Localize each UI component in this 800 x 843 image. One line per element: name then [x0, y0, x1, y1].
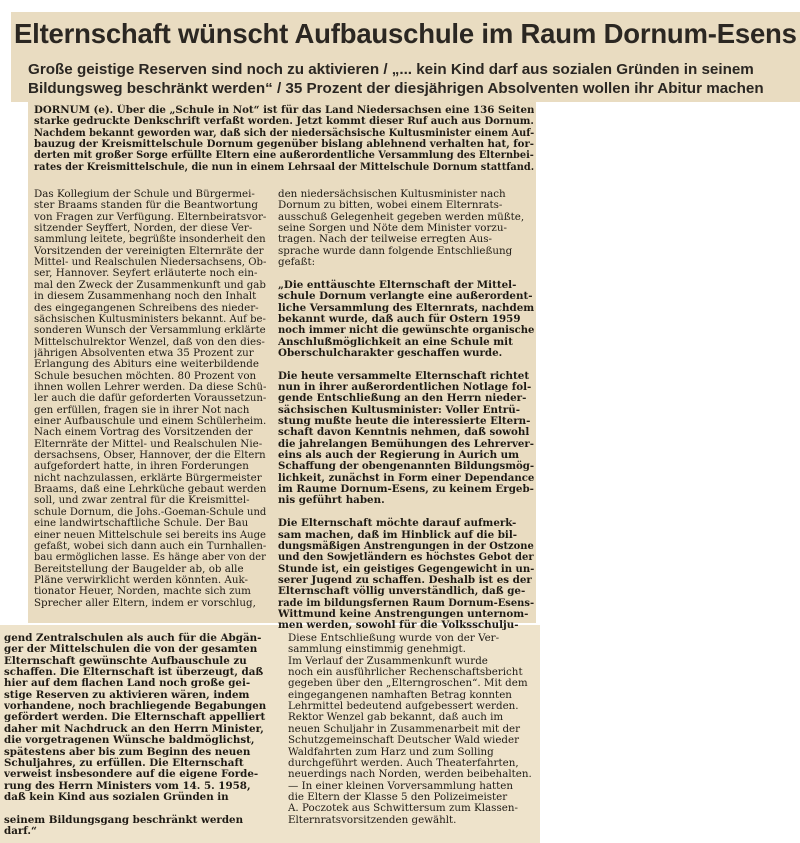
col4-line: Diese Entschließung wurde von der Ver- — [288, 632, 500, 644]
col2-line: Schaffung der obengenannten Bildungsmög- — [278, 460, 534, 473]
col3-line: daher mit Nachdruck an den Herrn Minister, — [4, 722, 264, 735]
col3-line: daß kein Kind aus sozialen Gründen in — [4, 790, 229, 803]
col1-line: einer Aufbauschule und einem Schülerheim. — [34, 415, 266, 427]
col2-line: im Raume Dornum-Esens, zu keinem Ergeb- — [278, 483, 534, 496]
col1-line: aufgefordert hatte, in ihren Forderungen — [34, 460, 249, 473]
col4-line: — In einer kleinen Vorversammlung hatten — [288, 779, 513, 792]
intro-line: starke gedruckte Denkschrift verfaßt worden. Jetzt kommt dieser Ruf auch aus Dornum. — [34, 115, 534, 128]
col2-line: liche Versammlung des Elternrats, nachdem — [278, 301, 534, 314]
col4-line: noch ein ausführlicher Rechenschaftsbericht — [288, 666, 523, 679]
col1-line: Vorsitzenden der vereinigten Elternräte der — [34, 244, 264, 257]
col4-line: A. Poczotek aus Schwittersum zum Klassen- — [288, 802, 518, 815]
subheadline-line-1: Große geistige Reserven sind noch zu aktivieren / „... kein Kind darf aus sozialen Gründen in seinem — [28, 61, 754, 78]
col2-line: Die heute versammelte Elternschaft richtet — [278, 369, 530, 382]
col1-line: ster Braams standen für die Beantwortung — [34, 199, 258, 212]
col1-line: einer neuen Mittelschule sei bereits ins Auge — [34, 528, 266, 541]
col1-line: jährigen Absolventen etwa 35 Prozent zur — [34, 346, 254, 359]
col1-line: Mittel- und Realschulen Niedersachsens, Ob- — [34, 256, 266, 269]
col1-line: sitzender Seyffert, Norden, der diese Ver- — [34, 222, 253, 235]
article-headline: Elternschaft wünscht Aufbauschule im Raum Dornum-Esens — [14, 18, 797, 49]
col2-line: noch immer nicht die gewünschte organische — [278, 324, 534, 337]
col4-line: gegeben über den „Elterngroschen“. Mit dem — [288, 677, 528, 690]
col3-line: vorhandene, noch brachliegende Begabungen — [4, 700, 266, 713]
col2-line: Dornum zu bitten, wobei einem Elternrats- — [278, 199, 503, 212]
col1-line: Nach einem Vortrag des Vorsitzenden der — [34, 426, 253, 439]
col1-line: soll, und zwar zentral für die Kreismittel- — [34, 494, 250, 507]
col3-line: ger der Mittelschulen die von der gesamten — [4, 643, 258, 656]
col1-line: Braams, daß eine Lehrküche gebaut werden — [34, 483, 266, 496]
col2-line: lichkeit, zunächst in Form einer Dependance — [278, 471, 534, 484]
intro-line: DORNUM (e). Über die „Schule in Not“ ist für das Land Niedersachsen eine 136 Seiten — [34, 104, 534, 116]
intro-line: rates der Kreismittelschule, die nun in einem Lehrsaal der Mittelschule Dornum stattfand. — [34, 160, 534, 173]
col1-line: des eingegangenen Schreibens des nieder- — [34, 301, 259, 314]
col2-line: Die Elternschaft möchte darauf aufmerk- — [278, 517, 517, 530]
col2-line: nis geführt haben. — [278, 494, 385, 507]
col2-line: dungsmäßigen Anstrengungen in der Ostzone — [278, 539, 534, 552]
col4-line: neuerdings nach Norden, werden beibehalten. — [288, 768, 532, 781]
col2-line: eins als auch der Regierung in Aurich um — [278, 449, 520, 462]
col2-line: sam machen, daß im Hinblick auf die bil- — [278, 528, 518, 541]
col2-line: serer Jugend zu schaffen. Deshalb ist es der — [278, 573, 532, 586]
col3-line: Schuljahres, zu erfüllen. Die Elternschaft — [4, 756, 244, 769]
col4-line: Schutzgemeinschaft Deutscher Wald wieder — [288, 734, 520, 747]
col1-line: bau ermöglichen lasse. Es hänge aber von der — [34, 551, 266, 564]
col3-line: gefördert werden. Die Elternschaft appelliert — [4, 711, 266, 724]
col3-line: verweist insbesondere auf die eigene Forde- — [4, 768, 259, 781]
col1-line: sächsischen Kultusministers bekannt. Auf be- — [34, 312, 266, 325]
col2-line: die jahrelangen Bemühungen des Lehrerver- — [278, 437, 534, 450]
col2-line: men werden, sowohl für die Volksschulju- — [278, 619, 519, 632]
col1-line: dersachsens, Obser, Hannover, der die Eltern — [34, 449, 266, 462]
col1-line: sammlung leitete, begrüßte insonderheit den — [34, 233, 266, 246]
col1-line: gefaßt, wobei sich dann auch ein Turnhallen- — [34, 539, 266, 552]
col1-line: eine landwirtschaftliche Schule. Der Bau — [34, 517, 249, 530]
intro-line: Nachdem bekannt geworden war, daß sich der niedersächsische Kultusminister einem Auf- — [34, 126, 534, 139]
col2-line: ausschuß Gelegenheit gegeben werden müßte, — [278, 210, 525, 223]
col1-line: Schule besuchen möchten. 80 Prozent von — [34, 369, 257, 382]
col2-line: sächsischen Kultusminister: Voller Entrü- — [278, 403, 520, 416]
col4-line: Rektor Wenzel gab bekannt, daß auch im — [288, 711, 504, 724]
col2-line: stung mußte heute die interessierte Eltern- — [278, 415, 531, 427]
col1-line: sonderen Wunsch der Versammlung erklärte — [34, 324, 266, 337]
col2-line: Oberschulcharakter geschaffen wurde. — [278, 346, 503, 359]
col4-line: Elternratsvorsitzenden gewählt. — [288, 813, 457, 826]
col2-line: Stunde ist, ein geistiges Gegengewicht in un- — [278, 562, 534, 575]
col2-line: tragen. Nach der teilweise erregten Aus- — [278, 233, 493, 246]
col3-line: schaffen. Die Elternschaft ist überzeugt, daß — [4, 666, 264, 679]
col2-line: Wittmund keine Anstrengungen unternom- — [278, 607, 529, 620]
col4-line: Im Verlauf der Zusammenkunft wurde — [288, 654, 488, 667]
col2-line: gende Entschließung an den Herrn nieder- — [278, 392, 527, 405]
col2-line: den niedersächsischen Kultusminister nach — [278, 188, 506, 200]
col1-line: nicht nachzulassen, erklärte Bürgermeister — [34, 471, 262, 484]
col1-line: Erlangung des Abiturs eine weiterbildende — [34, 358, 259, 371]
col1-line: ihnen wollen Lehrer werden. Da diese Schü- — [34, 380, 266, 393]
col3-line: darf.“ — [4, 824, 37, 837]
col3-line: spätestens aber bis zum Beginn des neuen — [4, 745, 251, 758]
col4-line: durchgeführt werden. Auch Theaterfahrten, — [288, 756, 519, 769]
col2-line: schule Dornum verlangte eine außerordent- — [278, 290, 533, 303]
col2-line: Elternschaft völlig unverständlich, daß ge- — [278, 585, 526, 598]
col2-line: und den Sowjetländern es höchstes Gebot der — [278, 551, 534, 564]
col2-line: schaft davon Kenntnis nehmen, daß sowohl — [278, 426, 530, 439]
col2-line: sprache wurde dann folgende Entschließung — [278, 244, 513, 257]
col4-line: neuen Schuljahr in Zusammenarbeit mit der — [288, 722, 521, 735]
col2-line: „Die enttäuschte Elternschaft der Mittel- — [278, 278, 517, 291]
col2-line: bekannt wurde, daß auch für Ostern 1959 — [278, 312, 521, 325]
col4-line: sammlung einstimmig genehmigt. — [288, 643, 466, 656]
col3-line: die vorgetragenen Wünsche baldmöglichst, — [4, 734, 255, 747]
col1-line: Pläne verwirklicht werden könnten. Auk- — [34, 573, 248, 586]
col1-line: ler auch die dafür geforderten Voraussetzun- — [34, 392, 266, 405]
col2-line: Anschlußmöglichkeit an eine Schule mit — [278, 335, 513, 348]
col2-line: gefaßt: — [278, 256, 316, 269]
col2-line: seine Sorgen und Nöte dem Minister vorzu- — [278, 222, 507, 235]
col1-line: tionator Heuer, Norden, machte sich zum — [34, 585, 251, 598]
col1-line: schule Dornum, die Johs.-Goeman-Schule und — [34, 505, 266, 518]
subheadline-line-2: Bildungsweg beschränkt werden“ / 35 Prozent der diesjährigen Absolventen wollen ihr Abitur machen — [28, 80, 764, 97]
col4-line: eingegangenen namhaften Betrag konnten — [288, 688, 512, 701]
col3-line: Elternschaft gewünschte Aufbauschule zu — [4, 654, 247, 667]
col1-line: Elternräte der Mittel- und Realschulen Nie- — [34, 437, 263, 450]
col1-line: Bereitstellung der Baugelder ab, ob alle — [34, 562, 244, 575]
col4-line: die Eltern der Klasse 5 den Polizeimeister — [288, 790, 508, 803]
col1-line: Das Kollegium der Schule und Bürgermei- — [34, 188, 255, 200]
col2-line: rade im bildungsfernen Raum Dornum-Esens- — [278, 596, 534, 609]
col1-line: mal den Zweck der Zusammenkunft und gab — [34, 278, 266, 291]
col1-line: Mittelschulrektor Wenzel, daß von den dies- — [34, 335, 265, 348]
col3-line: rung des Herrn Ministers vom 14. 5. 1958, — [4, 779, 251, 792]
intro-line: derten mit großer Sorge erfüllte Eltern eine außerordentliche Versammlung des Elternbei- — [34, 149, 534, 162]
col1-line: ser, Hannover. Seyfert erläuterte noch ein- — [34, 267, 258, 280]
col3-line: gend Zentralschulen als auch für die Abgän- — [4, 632, 262, 644]
col1-line: in diesem Zusammenhang noch den Inhalt — [34, 290, 257, 303]
col4-line: Lehrmittel bedeutend aufgebessert werden. — [288, 700, 519, 713]
col3-line: stige Reserven zu aktivieren wären, indem — [4, 688, 250, 701]
col4-line: Waldfahrten zum Harz und zum Solling — [288, 745, 494, 758]
col1-line: gen erfüllen, fragen sie in ihrer Not nach — [34, 403, 250, 416]
col1-line: von Fragen zur Verfügung. Elternbeiratsvor- — [34, 210, 266, 223]
col3-line: hier auf dem flachen Land noch große gei- — [4, 677, 251, 690]
col1-line: Sprecher aller Eltern, indem er vorschlug, — [34, 596, 256, 609]
col2-line: nun in ihrer außerordentlichen Notlage fol- — [278, 380, 532, 393]
col3-line: seinem Bildungsgang beschränkt werden — [4, 813, 244, 826]
intro-line: bauzug der Kreismittelschule Dornum gegenüber bislang ablehnend verhalten hat, for- — [34, 138, 534, 151]
